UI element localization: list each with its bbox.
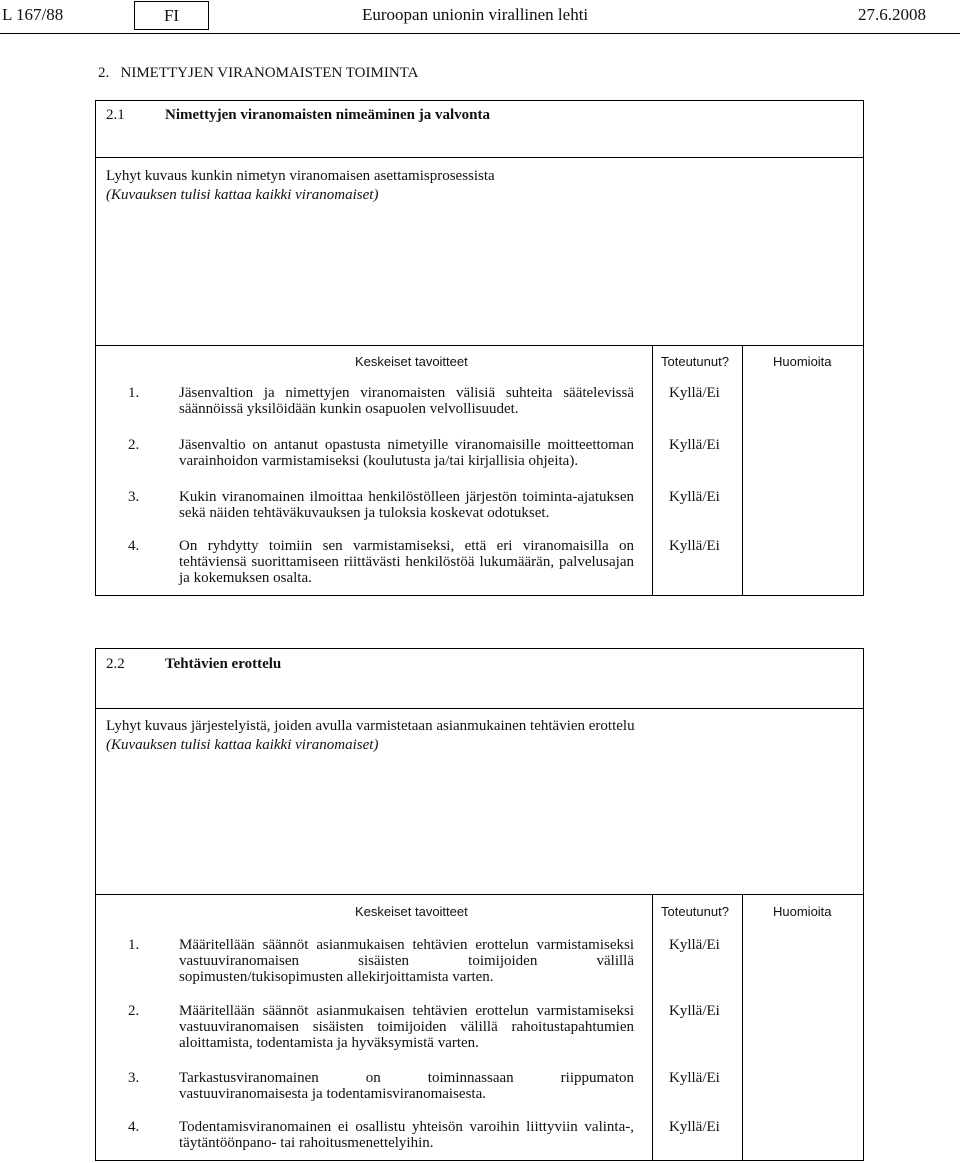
item-number: 1. bbox=[128, 937, 140, 953]
item-text: Kukin viranomainen ilmoittaa henkilöstölleen järjestön toiminta-ajatuksen sekä näiden tehtäväkuvauksen ja tuloksia koskevat odotukset. bbox=[179, 489, 634, 521]
item-number: 4. bbox=[128, 1119, 140, 1135]
col-header-objectives: Keskeiset tavoitteet bbox=[355, 904, 468, 919]
item-text: Määritellään säännöt asianmukaisen tehtävien erottelun varmistamiseksi vastuuviranomaisen sisäisten toimijoiden välillä sopimusten/tukisopimusten allekirjoittamista varten. bbox=[179, 937, 634, 985]
journal-title: Euroopan unionin virallinen lehti bbox=[362, 5, 589, 24]
section-2-1-number: 2.1 bbox=[106, 107, 125, 123]
item-answer: Kyllä/Ei bbox=[669, 1119, 720, 1135]
language-code-box: FI bbox=[134, 1, 209, 30]
section-2-2-title-rule bbox=[95, 708, 864, 709]
item-number: 2. bbox=[128, 1003, 140, 1019]
item-text: Tarkastusviranomainen on toiminnassaan riippumaton vastuuviranomaisesta ja todentamisviranomaisesta. bbox=[179, 1070, 634, 1102]
part-title: 2. NIMETTYJEN VIRANOMAISTEN TOIMINTA bbox=[98, 65, 419, 81]
section-2-2-desc-rule bbox=[95, 894, 864, 895]
section-2-2-col-rule-2 bbox=[742, 894, 743, 1161]
publication-date: 27.6.2008 bbox=[858, 5, 926, 24]
item-text: Todentamisviranomainen ei osallistu yhteisön varoihin liittyviin valinta-, täytäntöönpano- tai rahoitusmenettelyihin. bbox=[179, 1119, 634, 1151]
section-2-2-title: Tehtävien erottelu bbox=[165, 656, 282, 672]
col-header-notes: Huomioita bbox=[773, 354, 832, 369]
section-2-1-title-rule bbox=[95, 157, 864, 158]
col-header-done: Toteutunut? bbox=[661, 354, 729, 369]
item-answer: Kyllä/Ei bbox=[669, 437, 720, 453]
section-2-2-number: 2.2 bbox=[106, 656, 125, 672]
section-2-2-col-rule-1 bbox=[652, 894, 653, 1161]
item-text: Jäsenvaltion ja nimettyjen viranomaisten välisiä suhteita säätelevissä säännöissä yksilöidään kunkin osapuolen velvollisuudet. bbox=[179, 385, 634, 417]
item-answer: Kyllä/Ei bbox=[669, 1070, 720, 1086]
section-2-1-desc-rule bbox=[95, 345, 864, 346]
header-rule bbox=[0, 33, 960, 34]
section-2-1-desc-note: (Kuvauksen tulisi kattaa kaikki viranomaiset) bbox=[106, 187, 379, 203]
col-header-done: Toteutunut? bbox=[661, 904, 729, 919]
section-2-1-col-rule-2 bbox=[742, 345, 743, 596]
item-text: On ryhdytty toimiin sen varmistamiseksi, että eri viranomaisilla on tehtäviensä suorittamiseen riittävästi henkilöstöä lukumäärän, palvelusajan ja kokemuksen osalta. bbox=[179, 538, 634, 586]
item-number: 2. bbox=[128, 437, 140, 453]
item-number: 3. bbox=[128, 1070, 140, 1086]
item-answer: Kyllä/Ei bbox=[669, 1003, 720, 1019]
item-text: Määritellään säännöt asianmukaisen tehtävien erottelun varmistamiseksi vastuuviranomaisen sisäisten toimijoiden välillä rahoitustapahtumien aloittamista, todentamista ja hyväksymistä varten. bbox=[179, 1003, 634, 1051]
col-header-objectives: Keskeiset tavoitteet bbox=[355, 354, 468, 369]
item-number: 3. bbox=[128, 489, 140, 505]
section-2-2-desc: Lyhyt kuvaus järjestelyistä, joiden avulla varmistetaan asianmukainen tehtävien erottelu bbox=[106, 718, 635, 734]
section-2-2-desc-note: (Kuvauksen tulisi kattaa kaikki viranomaiset) bbox=[106, 737, 379, 753]
item-answer: Kyllä/Ei bbox=[669, 385, 720, 401]
col-header-notes: Huomioita bbox=[773, 904, 832, 919]
section-2-1-title: Nimettyjen viranomaisten nimeäminen ja valvonta bbox=[165, 107, 490, 123]
item-number: 4. bbox=[128, 538, 140, 554]
section-2-1-desc: Lyhyt kuvaus kunkin nimetyn viranomaisen asettamisprosessista bbox=[106, 168, 495, 184]
section-2-1-col-rule-1 bbox=[652, 345, 653, 596]
item-text: Jäsenvaltio on antanut opastusta nimetyille viranomaisille moitteettoman varainhoidon varmistamiseksi (koulutusta ja/tai kirjallisia ohjeita). bbox=[179, 437, 634, 469]
item-number: 1. bbox=[128, 385, 140, 401]
page-reference: L 167/88 bbox=[2, 5, 64, 24]
item-answer: Kyllä/Ei bbox=[669, 538, 720, 554]
item-answer: Kyllä/Ei bbox=[669, 489, 720, 505]
item-answer: Kyllä/Ei bbox=[669, 937, 720, 953]
